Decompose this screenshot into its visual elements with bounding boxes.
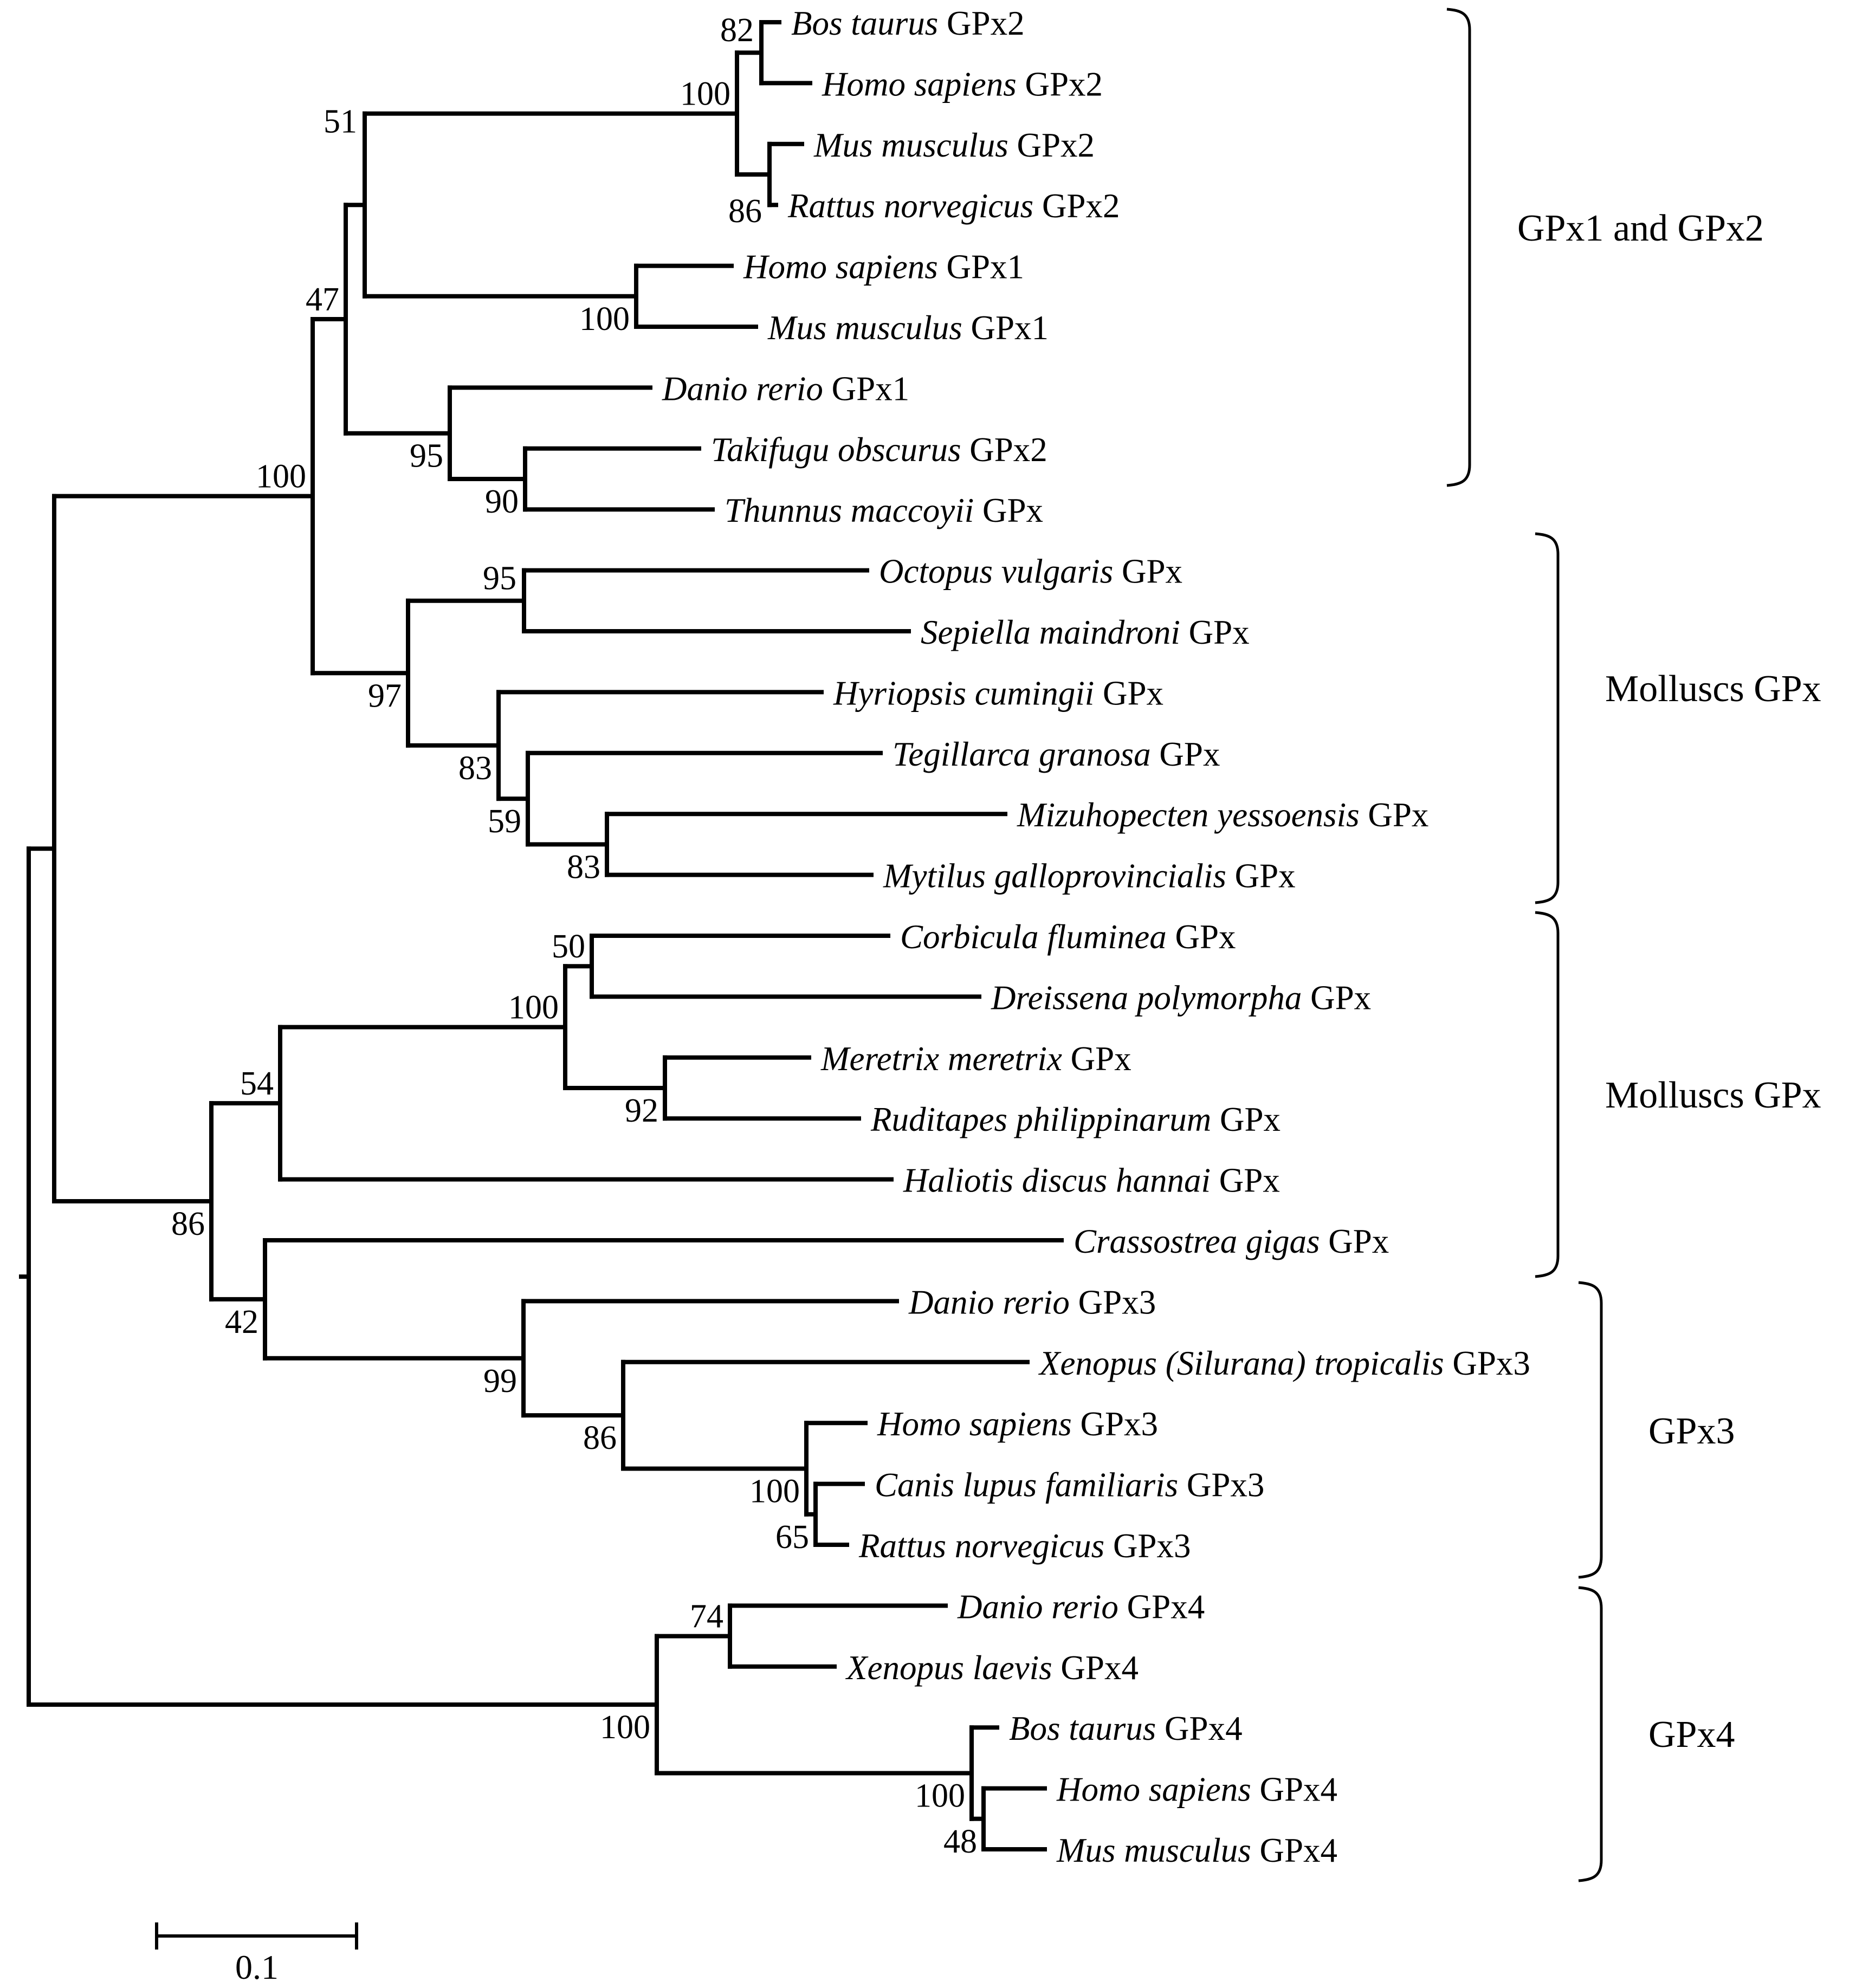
leaf-label bbox=[833, 674, 1163, 712]
leaf-label bbox=[870, 1100, 1281, 1138]
species-name: Mus musculus bbox=[1057, 1831, 1260, 1869]
leaf-label bbox=[845, 1649, 1139, 1687]
leaf-label bbox=[921, 613, 1250, 651]
leaf-label bbox=[711, 431, 1047, 469]
leaf-label bbox=[991, 979, 1371, 1016]
leaf-label bbox=[893, 735, 1220, 773]
species-name: Crassostrea gigas bbox=[1073, 1222, 1329, 1260]
species-name: Thunnus maccoyii bbox=[725, 491, 982, 530]
bootstrap-value: 99 bbox=[483, 1362, 517, 1400]
clade-label: GPx4 bbox=[1648, 1714, 1735, 1756]
bootstrap-value: 83 bbox=[567, 849, 600, 886]
clade-bracket bbox=[1535, 534, 1558, 903]
gene-name: GPx bbox=[1310, 979, 1372, 1017]
clade-label: GPx1 and GPx2 bbox=[1517, 208, 1764, 249]
gene-name: GPx bbox=[1175, 918, 1236, 956]
clade-bracket bbox=[1579, 1283, 1601, 1577]
gene-name: GPx2 bbox=[1042, 187, 1120, 225]
species-name: Mus musculus bbox=[768, 309, 971, 347]
species-name: Xenopus laevis bbox=[846, 1648, 1061, 1687]
clade-label: Molluscs GPx bbox=[1605, 1074, 1821, 1116]
leaf-label bbox=[900, 918, 1236, 956]
bootstrap-value: 47 bbox=[306, 281, 339, 318]
gene-name: GPx2 bbox=[1025, 65, 1103, 103]
gene-name: GPx bbox=[1070, 1039, 1131, 1078]
leaf-label bbox=[787, 187, 1120, 225]
species-name: Mus musculus bbox=[814, 126, 1017, 164]
bootstrap-value: 90 bbox=[485, 483, 519, 520]
bootstrap-value: 59 bbox=[488, 803, 521, 840]
species-name: Xenopus (Silurana) tropicalis bbox=[1039, 1344, 1453, 1382]
bootstrap-value: 92 bbox=[625, 1092, 658, 1129]
leaf-label bbox=[1056, 1831, 1337, 1869]
leaf-label bbox=[1073, 1222, 1389, 1260]
bootstrap-value: 95 bbox=[483, 560, 516, 597]
gene-name: GPx4 bbox=[1060, 1648, 1139, 1687]
clade-bracket bbox=[1535, 912, 1558, 1277]
leaf-label bbox=[743, 248, 1024, 286]
bootstrap-value: 51 bbox=[324, 103, 357, 140]
leaf-label bbox=[877, 1405, 1158, 1443]
bootstrap-value: 100 bbox=[600, 1709, 650, 1746]
gene-name: GPx bbox=[1103, 674, 1164, 713]
gene-name: GPx1 bbox=[831, 370, 910, 408]
species-name: Tegillarca granosa bbox=[893, 735, 1160, 773]
species-name: Danio rerio bbox=[662, 370, 832, 408]
species-name: Takifugu obscurus bbox=[711, 430, 970, 469]
clade-label: GPx3 bbox=[1648, 1410, 1735, 1452]
bootstrap-value: 100 bbox=[680, 75, 730, 113]
bootstrap-value: 65 bbox=[775, 1518, 809, 1556]
gene-name: GPx bbox=[1159, 735, 1220, 773]
leaf-label bbox=[1017, 796, 1428, 834]
bootstrap-value: 100 bbox=[256, 458, 306, 495]
species-name: Mytilus galloprovincialis bbox=[883, 857, 1235, 895]
species-name: Homo sapiens bbox=[743, 248, 947, 286]
bootstrap-value: 100 bbox=[915, 1777, 965, 1815]
bootstrap-value: 48 bbox=[943, 1823, 977, 1860]
gene-name: GPx3 bbox=[1452, 1344, 1530, 1382]
species-name: Mizuhopecten yessoensis bbox=[1017, 796, 1368, 834]
gene-name: GPx4 bbox=[1127, 1588, 1205, 1626]
leaf-label bbox=[908, 1283, 1156, 1321]
leaf-label bbox=[1009, 1709, 1243, 1747]
leaf-label bbox=[879, 553, 1182, 591]
species-name: Homo sapiens bbox=[822, 65, 1025, 103]
gene-name: GPx bbox=[982, 491, 1043, 530]
gene-name: GPx2 bbox=[947, 4, 1025, 42]
clade-label: Molluscs GPx bbox=[1605, 668, 1821, 710]
clade-bracket bbox=[1447, 9, 1470, 485]
leaf-label bbox=[662, 370, 909, 407]
gene-name: GPx bbox=[1220, 1100, 1281, 1139]
species-name: Sepiella maindroni bbox=[921, 613, 1189, 651]
species-name: Rattus norvegicus bbox=[788, 187, 1042, 225]
species-name: Octopus vulgaris bbox=[879, 552, 1122, 591]
species-name: Meretrix meretrix bbox=[821, 1039, 1071, 1078]
gene-name: GPx bbox=[1368, 796, 1429, 834]
bootstrap-value: 50 bbox=[552, 928, 585, 966]
species-name: Homo sapiens bbox=[1057, 1770, 1260, 1809]
bootstrap-value: 54 bbox=[240, 1065, 274, 1103]
species-name: Danio rerio bbox=[909, 1283, 1078, 1322]
clade-bracket bbox=[1579, 1588, 1601, 1881]
bootstrap-value: 86 bbox=[583, 1420, 617, 1457]
leaf-label bbox=[1056, 1771, 1337, 1809]
species-name: Rattus norvegicus bbox=[859, 1527, 1113, 1565]
leaf-label bbox=[820, 1040, 1131, 1078]
gene-name: GPx1 bbox=[946, 248, 1025, 286]
gene-name: GPx bbox=[1219, 1161, 1280, 1200]
species-name: Corbicula fluminea bbox=[900, 918, 1175, 956]
leaf-label bbox=[1038, 1344, 1530, 1382]
leaf-label bbox=[883, 857, 1296, 895]
gene-name: GPx bbox=[1328, 1222, 1389, 1260]
gene-name: GPx2 bbox=[969, 430, 1047, 469]
bootstrap-value: 86 bbox=[171, 1205, 205, 1242]
leaf-label bbox=[875, 1466, 1264, 1504]
leaf-label bbox=[791, 4, 1025, 42]
gene-name: GPx3 bbox=[1113, 1527, 1191, 1565]
leaf-label bbox=[957, 1588, 1205, 1626]
bootstrap-value: 83 bbox=[458, 749, 492, 787]
gene-name: GPx4 bbox=[1259, 1770, 1338, 1809]
bootstrap-value: 42 bbox=[225, 1303, 258, 1341]
bootstrap-value: 97 bbox=[368, 677, 402, 715]
gene-name: GPx3 bbox=[1078, 1283, 1156, 1322]
species-name: Bos taurus bbox=[791, 4, 947, 42]
leaf-label bbox=[725, 491, 1043, 529]
leaf-label bbox=[903, 1162, 1280, 1200]
species-name: Dreissena polymorpha bbox=[991, 979, 1311, 1017]
gene-name: GPx1 bbox=[971, 309, 1049, 347]
species-name: Haliotis discus hannai bbox=[903, 1161, 1219, 1200]
bootstrap-value: 74 bbox=[690, 1598, 723, 1635]
leaf-label bbox=[822, 65, 1103, 103]
bootstrap-value: 100 bbox=[749, 1473, 800, 1510]
gene-name: GPx4 bbox=[1259, 1831, 1338, 1869]
bootstrap-value: 82 bbox=[720, 12, 754, 49]
species-name: Danio rerio bbox=[958, 1588, 1127, 1626]
bootstrap-value: 95 bbox=[410, 437, 443, 475]
gene-name: GPx4 bbox=[1165, 1709, 1243, 1748]
gene-name: GPx3 bbox=[1080, 1405, 1159, 1443]
gene-name: GPx bbox=[1121, 552, 1183, 591]
bootstrap-value: 100 bbox=[579, 300, 630, 338]
species-name: Hyriopsis cumingii bbox=[833, 674, 1103, 713]
bootstrap-value: 86 bbox=[728, 193, 762, 230]
species-name: Homo sapiens bbox=[877, 1405, 1081, 1443]
species-name: Bos taurus bbox=[1009, 1709, 1165, 1748]
leaf-label bbox=[858, 1527, 1191, 1565]
gene-name: GPx bbox=[1234, 857, 1296, 895]
gene-name: GPx bbox=[1188, 613, 1250, 651]
species-name: Ruditapes philippinarum bbox=[871, 1100, 1220, 1139]
species-name: Canis lupus familiaris bbox=[875, 1466, 1187, 1504]
scale-bar-label: 0.1 bbox=[235, 1948, 279, 1986]
leaf-label bbox=[767, 309, 1049, 347]
gene-name: GPx2 bbox=[1017, 126, 1095, 164]
bootstrap-value: 100 bbox=[508, 989, 559, 1026]
gene-name: GPx3 bbox=[1186, 1466, 1265, 1504]
leaf-label bbox=[813, 126, 1095, 164]
